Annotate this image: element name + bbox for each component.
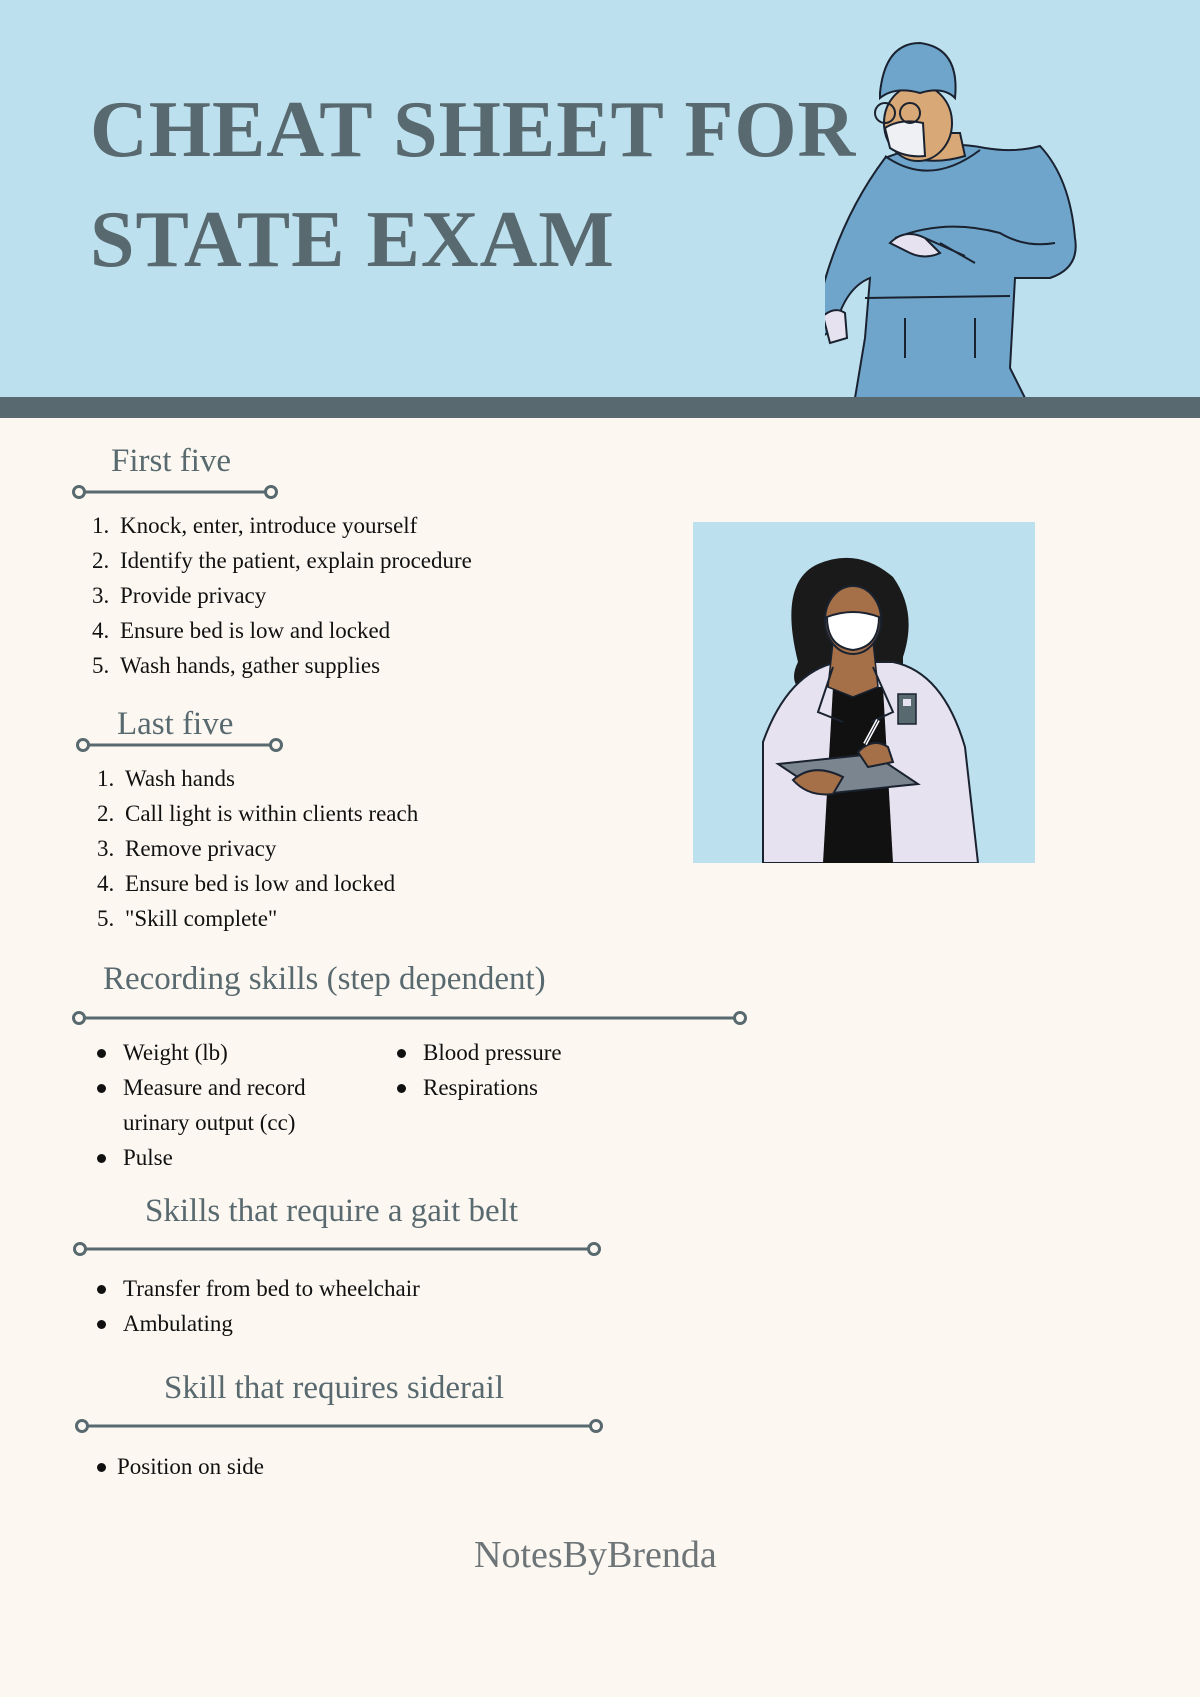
section-title-siderail: Skill that requires siderail xyxy=(164,1370,505,1406)
list-item: Transfer from bed to wheelchair xyxy=(93,1271,593,1306)
section-title-gait-belt: Skills that require a gait belt xyxy=(145,1193,518,1229)
doctor-illustration-card xyxy=(693,522,1035,863)
list-item: 5. Wash hands, gather supplies xyxy=(92,653,381,678)
last-five-list xyxy=(97,761,418,936)
section-title-last-five: Last five xyxy=(117,706,234,742)
doctor-illustration xyxy=(693,522,1035,863)
header-banner xyxy=(0,0,1200,397)
list-item: 4. Ensure bed is low and locked xyxy=(97,871,396,896)
list-item: 3. Provide privacy xyxy=(92,583,267,608)
list-item: Respirations xyxy=(393,1070,653,1105)
list-item: 3. Remove privacy xyxy=(97,836,277,861)
surgeon-illustration xyxy=(825,38,1150,398)
page-title-line-2: STATE EXAM xyxy=(90,196,615,284)
first-five-list xyxy=(92,508,472,683)
section-connector-gait-belt xyxy=(72,1241,612,1257)
list-item: 4. Ensure bed is low and locked xyxy=(92,618,391,643)
list-item: 1. Wash hands xyxy=(97,766,235,791)
list-item: Position on side xyxy=(93,1449,593,1484)
siderail-skills-list xyxy=(93,1449,593,1484)
section-title-recording-skills: Recording skills (step dependent) xyxy=(103,961,546,997)
list-item: Ambulating xyxy=(93,1306,593,1341)
list-item: 1. Knock, enter, introduce yourself xyxy=(92,513,418,538)
gait-belt-skills-list xyxy=(93,1271,593,1341)
list-item: Blood pressure xyxy=(393,1035,653,1070)
page-title-line-1: CHEAT SHEET FOR xyxy=(90,86,857,174)
section-connector-first-five xyxy=(71,484,281,500)
section-connector-siderail xyxy=(74,1418,614,1434)
section-connector-recording-skills xyxy=(71,1010,751,1026)
brand-signature: NotesByBrenda xyxy=(474,1534,717,1576)
header-divider-bar xyxy=(0,397,1200,418)
recording-skills-list-col-1 xyxy=(93,1035,353,1175)
list-item: 2. Call light is within clients reach xyxy=(97,801,419,826)
recording-skills-list-col-2 xyxy=(393,1035,653,1105)
list-item: 2. Identify the patient, explain procedure xyxy=(92,548,472,573)
list-item: Pulse xyxy=(93,1140,353,1175)
list-item: 5. "Skill complete" xyxy=(97,906,278,931)
section-title-first-five: First five xyxy=(111,443,232,479)
list-item: Measure and record urinary output (cc) xyxy=(93,1070,353,1140)
list-item: Weight (lb) xyxy=(93,1035,353,1070)
section-connector-last-five xyxy=(75,737,285,753)
